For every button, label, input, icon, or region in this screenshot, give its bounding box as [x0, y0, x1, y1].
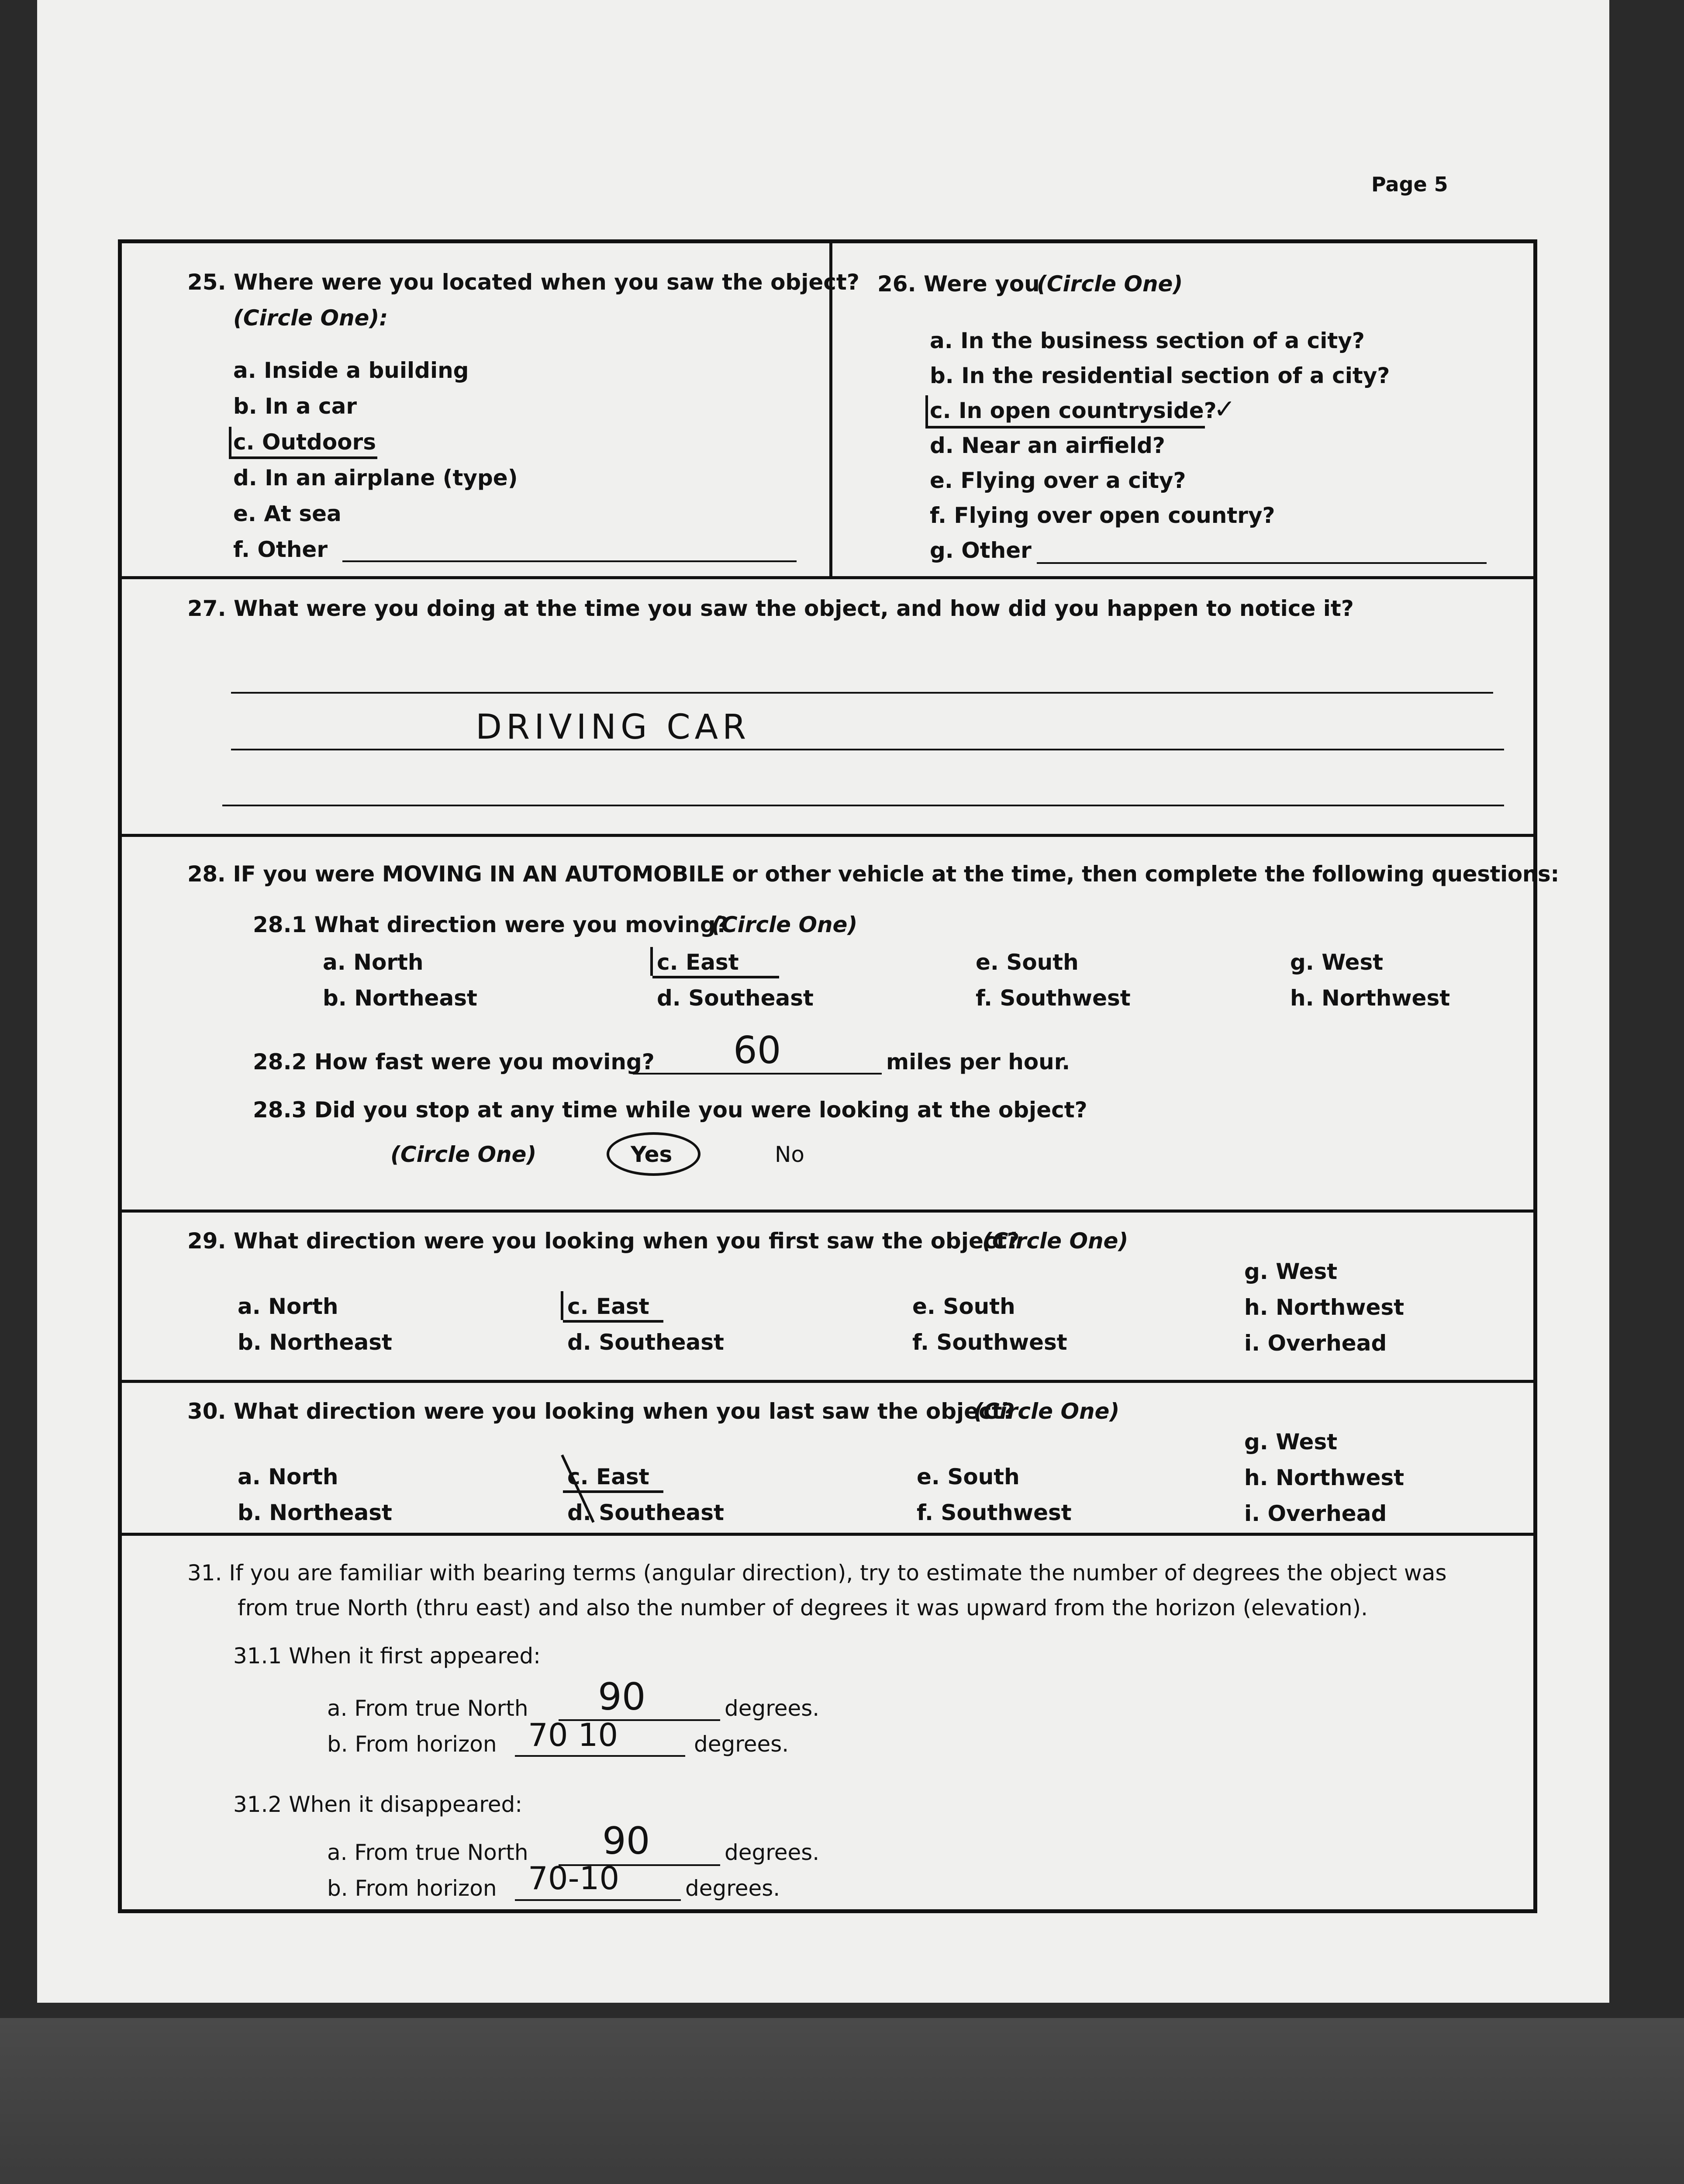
q29-option-e[interactable]: e. South [912, 1294, 1015, 1319]
q31-1-north-value[interactable]: 90 [598, 1675, 646, 1719]
questionnaire-form [118, 239, 1559, 1913]
q28-1-option-c[interactable]: c. East [657, 950, 739, 975]
q29-option-a[interactable]: a. North [238, 1294, 338, 1319]
q25-option-f[interactable]: f. Other [233, 537, 328, 562]
q30-option-i[interactable]: i. Overhead [1244, 1501, 1387, 1526]
page-number: Page 5 [1371, 173, 1448, 196]
q30-selection-underline [563, 1490, 663, 1493]
q30-option-a[interactable]: a. North [238, 1464, 338, 1489]
q28-1-selection-mark [650, 947, 653, 976]
q29-option-f[interactable]: f. Southwest [912, 1330, 1067, 1355]
q30-option-g[interactable]: g. West [1244, 1429, 1338, 1455]
q29-selection-mark [561, 1291, 563, 1320]
q31-2-label: 31.2 When it disappeared: [233, 1792, 523, 1817]
q29-option-g[interactable]: g. West [1244, 1259, 1338, 1284]
q28-3-no[interactable]: No [775, 1142, 804, 1167]
q25-selection-underline [229, 456, 377, 459]
q25-option-b[interactable]: b. In a car [233, 394, 357, 419]
q28-1-selection-underline [652, 976, 779, 978]
q28-1-option-d[interactable]: d. Southeast [657, 985, 814, 1011]
q26-check-mark: ✓ [1214, 394, 1236, 425]
q31-question-line-1: 31. If you are familiar with bearing terms (angular direction), try to estimate the number of degrees the object was [187, 1560, 1447, 1586]
q31-1-horizon-line [515, 1755, 685, 1757]
q30-instruction: (Circle One) [973, 1399, 1120, 1424]
q28-2-unit: miles per hour. [886, 1049, 1070, 1075]
section-30 [122, 1380, 1533, 1533]
q31-1-horizon-label: b. From horizon [327, 1731, 497, 1757]
q31-1-north-label: a. From true North [327, 1696, 528, 1721]
q27-answer-line-1 [231, 692, 1493, 694]
section-28 [122, 834, 1559, 1209]
q26-selection-underline [925, 426, 1205, 429]
q28-2-answer-line [633, 1073, 882, 1075]
q26-question: 26. Were you [877, 271, 1040, 297]
q27-answer-line-2 [231, 749, 1504, 750]
q28-1-option-b[interactable]: b. Northeast [323, 985, 477, 1011]
q31-2-north-value[interactable]: 90 [602, 1819, 650, 1863]
q30-option-b[interactable]: b. Northeast [238, 1500, 392, 1525]
q29-instruction: (Circle One) [982, 1228, 1128, 1254]
q25-option-d[interactable]: d. In an airplane (type) [233, 465, 518, 491]
q31-1-north-unit: degrees. [725, 1696, 820, 1721]
q29-option-c[interactable]: c. East [567, 1294, 649, 1319]
section-29 [122, 1209, 1533, 1380]
q29-selection-underline [563, 1320, 663, 1323]
scan-background [0, 2018, 1684, 2184]
q29-option-b[interactable]: b. Northeast [238, 1330, 392, 1355]
q31-2-horizon-label: b. From horizon [327, 1876, 497, 1901]
q28-3-label: 28.3 Did you stop at any time while you were looking at the object? [253, 1097, 1087, 1123]
q30-option-c[interactable]: c. East [567, 1464, 649, 1489]
q28-3-instruction: (Circle One) [390, 1142, 537, 1167]
q31-2-horizon-line [515, 1899, 681, 1901]
q25-option-a[interactable]: a. Inside a building [233, 358, 469, 383]
q28-1-option-f[interactable]: f. Southwest [976, 985, 1131, 1011]
q31-2-north-unit: degrees. [725, 1840, 820, 1865]
q28-1-option-h[interactable]: h. Northwest [1290, 985, 1450, 1011]
q28-2-answer[interactable]: 60 [733, 1029, 781, 1072]
q25-option-e[interactable]: e. At sea [233, 501, 342, 526]
q31-1-label: 31.1 When it first appeared: [233, 1643, 541, 1669]
q26-option-c[interactable]: c. In open countryside? [930, 398, 1217, 423]
q31-1-horizon-value[interactable]: 70 10 [528, 1717, 618, 1753]
q26-instruction: (Circle One) [1037, 271, 1183, 297]
q25-option-c[interactable]: c. Outdoors [233, 429, 376, 455]
q26-other-line [1037, 562, 1487, 564]
q31-1-horizon-unit: degrees. [694, 1731, 789, 1757]
q29-question: 29. What direction were you looking when you first saw the object? [187, 1228, 1020, 1254]
q27-question: 27. What were you doing at the time you saw the object, and how did you happen to notice it? [187, 596, 1354, 621]
q28-3-yes-circle [607, 1132, 701, 1176]
q25-instruction: (Circle One): [233, 305, 388, 331]
q28-question: 28. IF you were MOVING IN AN AUTOMOBILE or other vehicle at the time, then complete the following questions: [187, 861, 1559, 887]
q26-option-b[interactable]: b. In the residential section of a city? [930, 363, 1390, 388]
q26-option-f[interactable]: f. Flying over open country? [930, 503, 1275, 528]
q27-answer-line-3 [222, 805, 1504, 806]
q26-option-a[interactable]: a. In the business section of a city? [930, 328, 1365, 353]
q28-1-option-e[interactable]: e. South [976, 950, 1079, 975]
q30-option-d[interactable]: d. Southeast [567, 1500, 724, 1525]
q28-1-option-a[interactable]: a. North [323, 950, 424, 975]
q26-selection-mark [925, 395, 928, 426]
q31-2-north-label: a. From true North [327, 1840, 528, 1865]
q31-question-line-2: from true North (thru east) and also the number of degrees it was upward from the horizon (elevation). [238, 1595, 1368, 1621]
q28-3-yes[interactable]: Yes [631, 1142, 673, 1167]
q29-option-i[interactable]: i. Overhead [1244, 1330, 1387, 1356]
q28-1-instruction: (Circle One) [711, 912, 858, 937]
q25-selection-mark [229, 427, 231, 456]
q30-option-h[interactable]: h. Northwest [1244, 1465, 1404, 1490]
q26-option-d[interactable]: d. Near an airfield? [930, 433, 1165, 458]
q31-2-horizon-value[interactable]: 70-10 [528, 1860, 620, 1897]
q30-option-e[interactable]: e. South [917, 1464, 1020, 1489]
q29-option-h[interactable]: h. Northwest [1244, 1295, 1404, 1320]
q25-other-line [342, 560, 797, 562]
q28-1-option-g[interactable]: g. West [1290, 950, 1384, 975]
q28-1-label: 28.1 What direction were you moving? [253, 912, 728, 937]
section-25-26 [122, 243, 1533, 576]
q25-question: 25. Where were you located when you saw the object? [187, 270, 859, 295]
q28-2-label: 28.2 How fast were you moving? [253, 1049, 655, 1075]
q26-option-e[interactable]: e. Flying over a city? [930, 468, 1186, 493]
q27-answer[interactable]: DRIVING CAR [476, 708, 751, 747]
section-27 [122, 576, 1533, 834]
q29-option-d[interactable]: d. Southeast [567, 1330, 724, 1355]
q30-option-f[interactable]: f. Southwest [917, 1500, 1072, 1525]
section-31 [122, 1533, 1533, 1917]
q31-2-horizon-unit: degrees. [685, 1876, 780, 1901]
q30-question: 30. What direction were you looking when you last saw the object? [187, 1399, 1015, 1424]
q26-option-g[interactable]: g. Other [930, 538, 1032, 563]
